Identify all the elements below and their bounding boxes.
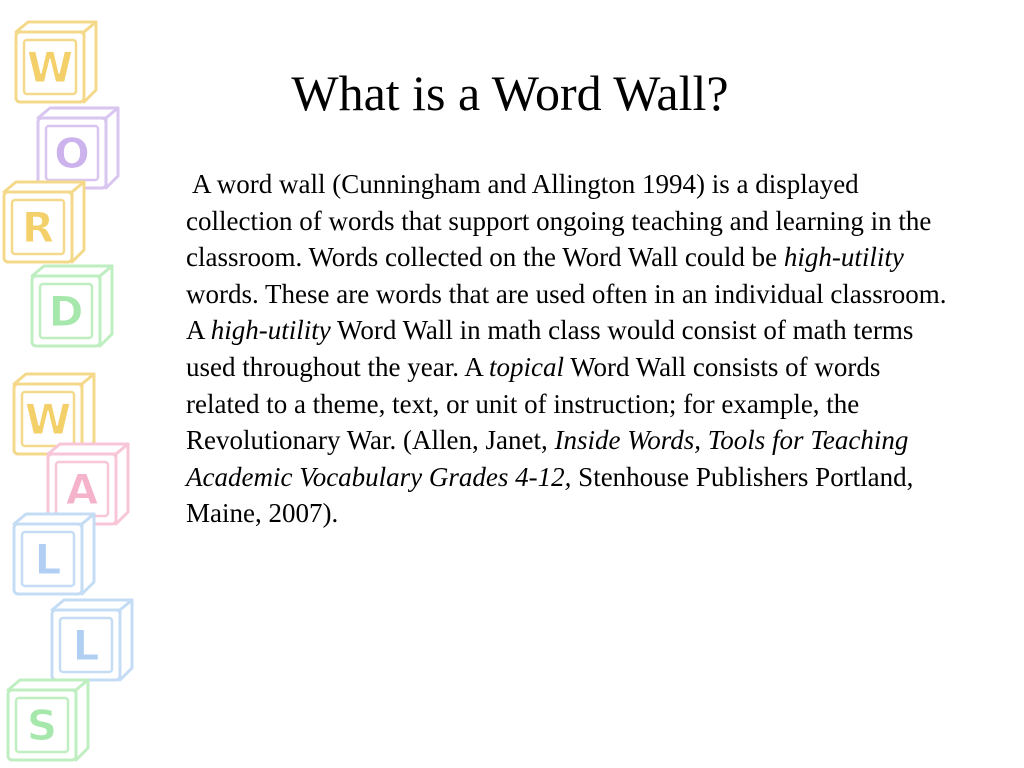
block-letter: O — [54, 129, 90, 178]
block-cube — [10, 510, 98, 598]
letter-block — [48, 596, 136, 684]
body-paragraph — [186, 166, 956, 532]
slide-title: What is a Word Wall? — [291, 65, 729, 121]
block-letter: S — [26, 701, 58, 750]
block-letter: D — [48, 287, 84, 336]
letter-block — [0, 178, 88, 266]
block-letter: A — [65, 465, 99, 514]
body-text: words. These are words that are used often in an individual classroom. A — [186, 278, 947, 346]
emphasis-high-utility: high-utility — [210, 315, 331, 346]
body-text: A word wall (Cunningham and Allington 1994) is a displayed collection of words that support ongoing teaching and learning in the classroom. Words collected on the Word Wall could be — [186, 169, 932, 273]
letter-block — [4, 676, 92, 764]
letter-block — [28, 262, 116, 350]
block-cube — [4, 676, 92, 764]
letter-block — [12, 18, 100, 106]
block-cube — [12, 18, 100, 106]
book-title: Inside Words, Tools for Teaching Academic Vocabulary Grades 4-12, — [186, 425, 909, 492]
block-letter: L — [34, 535, 62, 584]
body-text: Word Wall in math class would consist of math terms used throughout the year. A — [186, 315, 914, 382]
body-text: Word Wall consists of words related to a theme, text, or unit of instruction; for example, the Revolutionary War. (Allen, Janet, — [186, 351, 881, 456]
block-letter: R — [21, 203, 55, 252]
emphasis-high-utility: high-utility — [783, 242, 904, 273]
letter-block — [10, 510, 98, 598]
block-letter: W — [24, 395, 72, 444]
block-cube — [0, 178, 88, 266]
body-text: Stenhouse Publishers Portland, Maine, 2007). — [186, 461, 914, 529]
emphasis-topical: topical — [488, 351, 564, 382]
block-cube — [48, 596, 136, 684]
word-walls-blocks — [0, 0, 150, 768]
block-letter: W — [26, 43, 74, 92]
block-letter: L — [72, 621, 100, 670]
block-cube — [28, 262, 116, 350]
